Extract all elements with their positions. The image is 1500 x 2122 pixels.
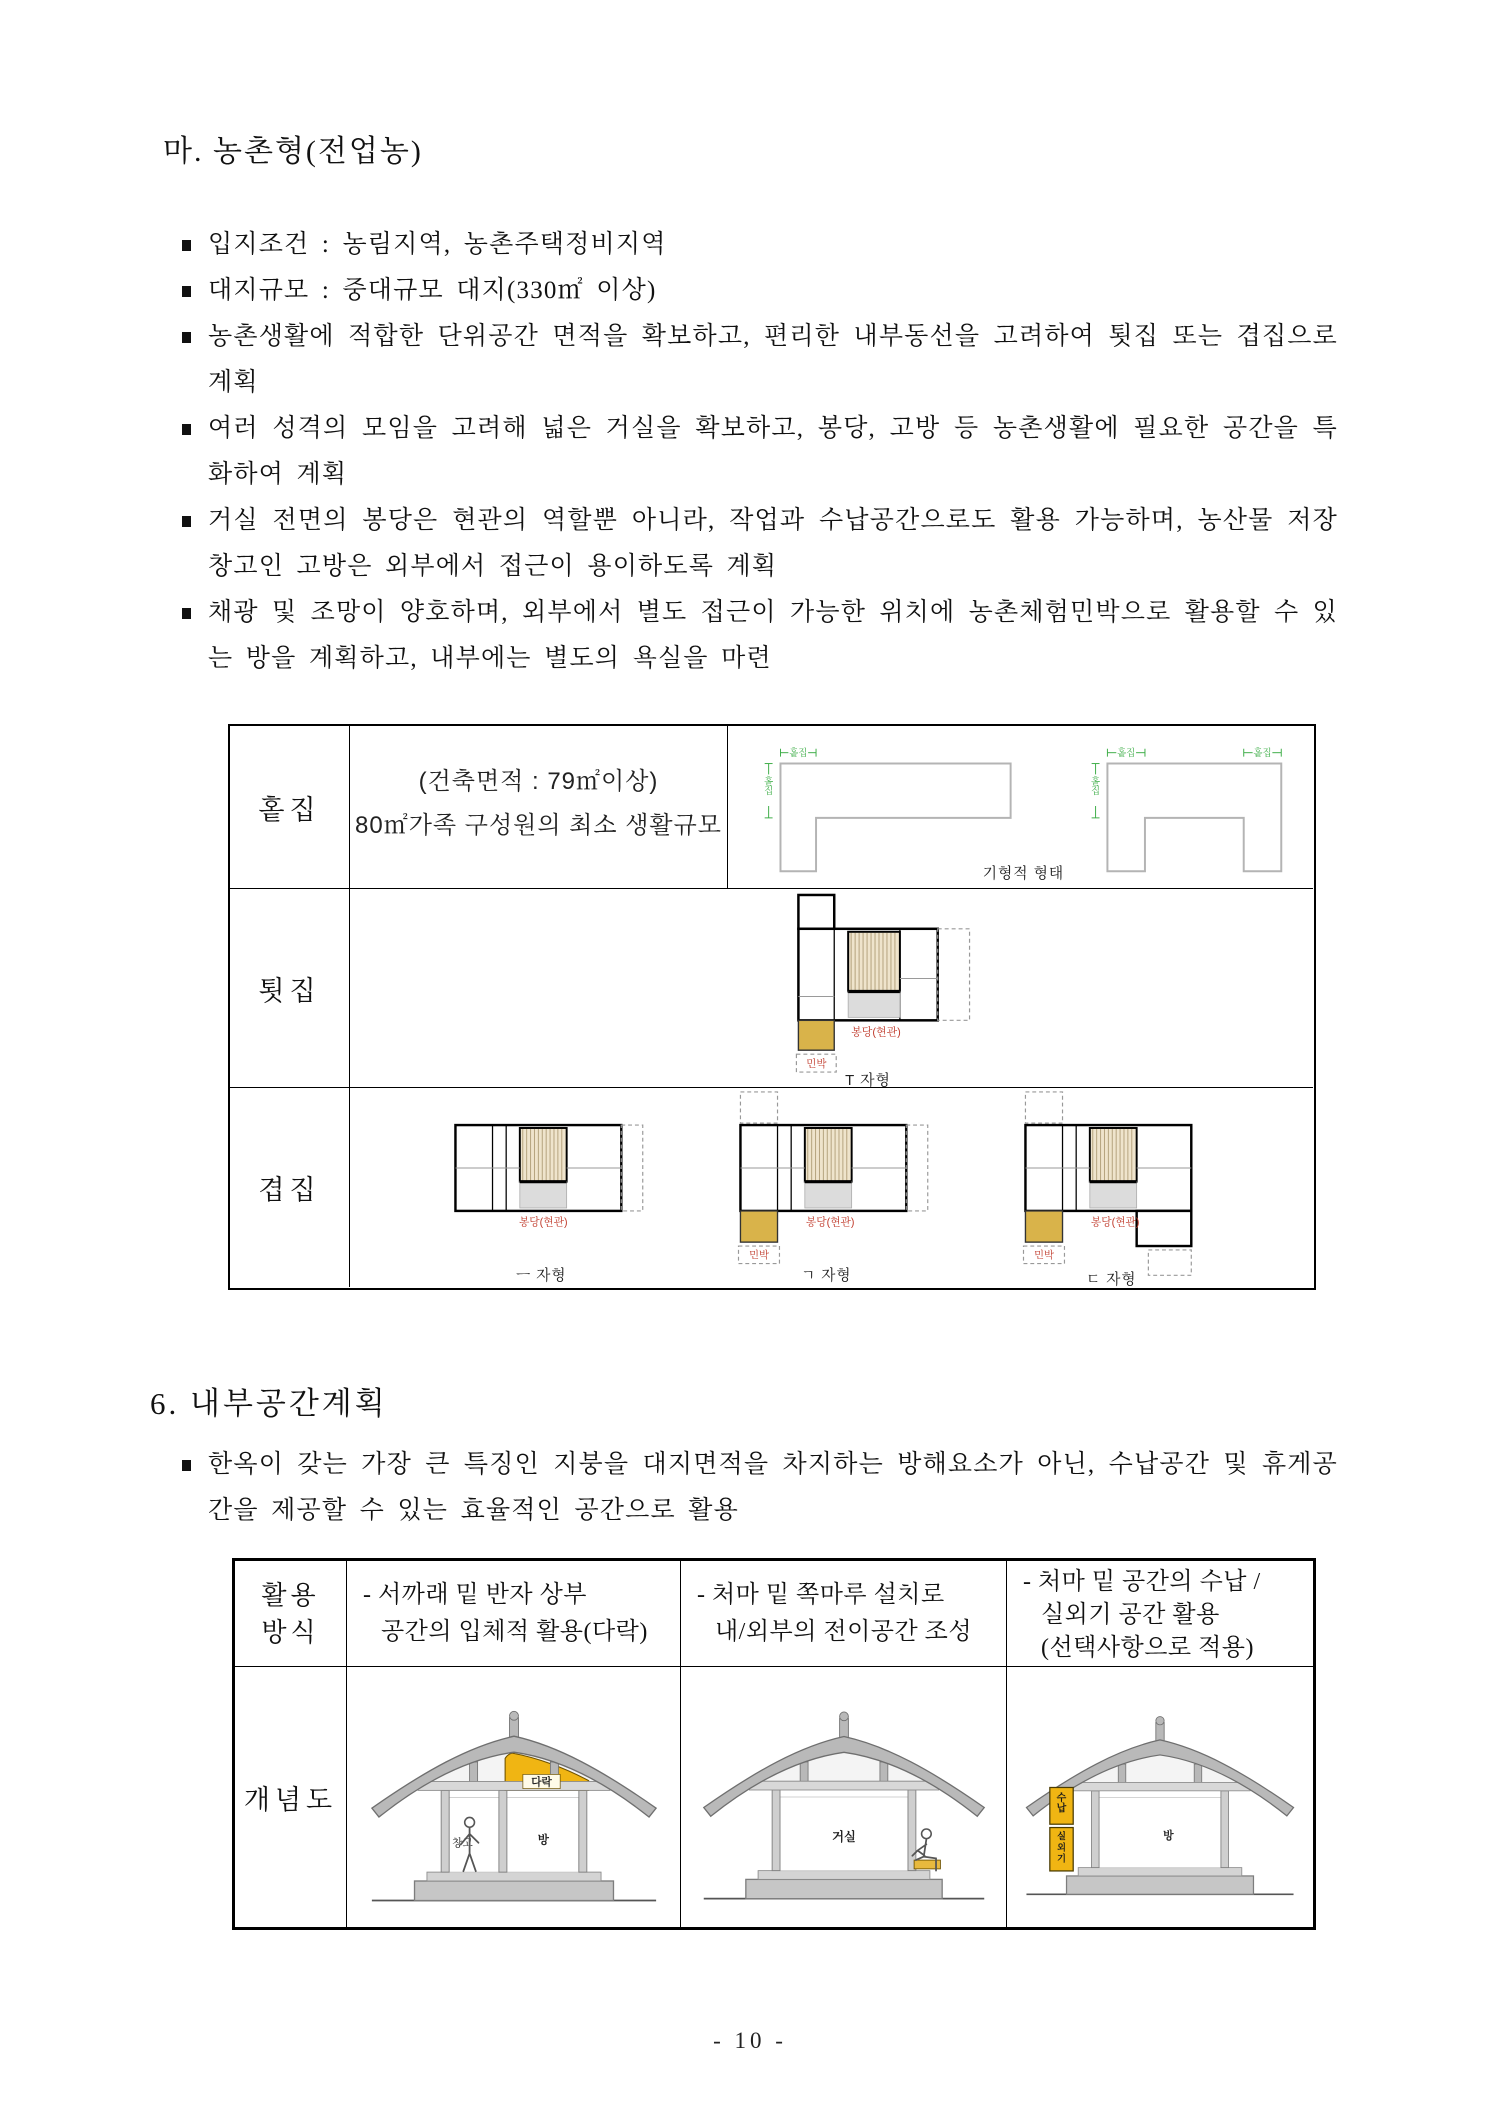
post [1092,1790,1100,1867]
plan-caption: T 자형 [845,1072,891,1088]
hanok-section-storage [1018,1689,1302,1906]
bullet-marker [182,516,191,527]
post [578,1790,586,1872]
row-label-single-house: 홑집 [230,726,350,889]
usage-text: - 서까래 밑 반자 상부 [363,1582,587,1608]
bullet-list [178,222,1338,682]
dashed-extension-top [740,1092,777,1123]
gyeop-house-diagram-cell [350,1088,1313,1287]
giyeok-shape-floor-plan [719,1088,957,1287]
usage-label-line2: 방식 [261,1617,320,1647]
usage-label-line1: 활용 [261,1580,320,1610]
u-shape-plan [1107,763,1281,871]
toet-house-diagram-cell [350,889,1313,1088]
minbak-label: 민박 [749,1250,769,1262]
bongdang-label: 봉당(현관) [1090,1216,1140,1229]
bullet-text: 농촌생활에 적합한 단위공간 면적을 확보하고, 편리한 내부동선을 고려하여 툇집 또는 겹집으로 계획 [208,323,1338,396]
list-item [178,1442,1338,1534]
plan-caption: ㄷ 자형 [1086,1272,1137,1287]
minbak-label: 민박 [806,1059,827,1071]
area-note-line1: (건축면적 : 79㎡이상) [418,768,659,795]
outdoor-unit-label: 실 외 기 [1057,1830,1066,1864]
dashed-extension-bottom [1148,1250,1191,1275]
hanok-section-livingroom [695,1683,993,1911]
post [1221,1790,1229,1867]
l-shape-plan [780,763,1010,871]
dim-label: 홑집 [1117,747,1136,758]
bullet-marker [182,332,191,343]
usage-text: (선택사항으로 적용) [1041,1635,1254,1661]
digeut-shape-floor-plan [1004,1088,1242,1287]
dim-label-vertical: 홑 집 [764,775,774,796]
dashed-extension-top [1025,1092,1062,1123]
bullet-marker [182,1460,191,1471]
bongdang-label: 봉당(현관) [518,1216,568,1229]
bongdang-area [848,991,900,1017]
usage-text: 내/외부의 전이공간 조성 [715,1619,973,1645]
post [772,1790,780,1871]
bullet-text: 입지조건 : 농림지역, 농촌주택정비지역 [208,231,667,258]
t-shape-floor-plan [740,889,1020,1088]
minbak-room [798,1020,834,1050]
bullet-text: 채광 및 조망이 양호하며, 외부에서 별도 접근이 가능한 위치에 농촌체험민박으로 활용할 수 있는 방을 계획하고, 내부에는 별도의 욕실을 마련 [208,599,1338,672]
line-shape-floor-plan [434,1088,672,1287]
section6-bullet-list [178,1442,1338,1534]
row-label-toet-house: 툇집 [230,889,350,1088]
bullet-marker [182,608,191,619]
row-label-gyeop-house: 겹집 [230,1088,350,1287]
bongdang-label: 봉당(현관) [851,1026,901,1039]
list-item [178,268,1338,314]
area-note-line2: 80㎡가족 구성원의 최소 생활규모 [355,812,722,839]
minbak-room [740,1211,777,1242]
bullet-marker [182,286,191,297]
plan-top-room [798,895,834,929]
usage-text: 공간의 입체적 활용(다락) [381,1619,648,1645]
usage-text: 실외기 공간 활용 [1041,1602,1220,1628]
page-number: - 10 - [713,2028,787,2053]
post [441,1790,449,1872]
hanok-section-attic [363,1682,665,1913]
list-item [178,222,1338,268]
concept-diagram-storage-cell [1007,1667,1313,1927]
dashed-extension [938,929,970,1021]
usage-col3 [1007,1561,1313,1667]
bongdang-label: 봉당(현관) [805,1216,855,1229]
right-wing-room [1137,1211,1192,1246]
post [907,1790,915,1871]
dim-label: 홑집 [1253,747,1272,758]
bullet-text: 대지규모 : 중대규모 대지(330㎡ 이상) [208,277,657,304]
page-title: 마. 농촌형(전업농) [163,135,423,168]
interior-usage-table [232,1558,1316,1930]
attic-label: 다락 [530,1776,552,1789]
post [498,1790,506,1872]
usage-col1 [347,1561,681,1667]
room-label: 거실 [831,1829,856,1844]
usage-text: - 처마 밑 공간의 수납 / [1023,1569,1261,1595]
minbak-room [1025,1211,1062,1242]
list-item [178,314,1338,406]
dashed-extension [621,1125,642,1211]
room-label: 방 [537,1834,549,1847]
bongdang-area [1090,1182,1137,1208]
storage-box-label: 수 납 [1056,1792,1067,1815]
plan-caption: ㄱ 자형 [801,1268,852,1285]
bullet-marker [182,240,191,251]
dim-label: 홑집 [789,747,808,758]
storage-room-label: 창고 [451,1836,473,1849]
row-label-usage-method [235,1561,347,1667]
list-item [178,406,1338,498]
bullet-marker [182,424,191,435]
concept-diagram-attic-cell [347,1667,681,1927]
single-house-note [350,726,728,889]
room-label: 방 [1163,1829,1174,1842]
usage-text: - 처마 밑 쪽마루 설치로 [697,1582,945,1608]
minbak-label: 민박 [1034,1250,1054,1262]
section-heading: 6. 내부공간계획 [150,1386,388,1421]
shape-caption: 기형적 형태 [982,865,1065,882]
bongdang-area [805,1182,852,1208]
house-type-table [228,724,1316,1290]
row-label-concept: 개념도 [235,1667,347,1927]
single-house-diagram-cell [728,726,1313,889]
dashed-extension [906,1125,927,1211]
plan-caption: ㅡ 자형 [516,1268,567,1285]
single-house-shapes-diagram [728,727,1313,888]
list-item [178,498,1338,590]
list-item [178,590,1338,682]
bullet-text: 거실 전면의 봉당은 현관의 역할뿐 아니라, 작업과 수납공간으로도 활용 가능하며, 농산물 저장창고인 고방은 외부에서 접근이 용이하도록 계획 [208,507,1338,580]
usage-col2 [681,1561,1007,1667]
dim-label-vertical: 홑 집 [1091,775,1101,796]
bongdang-area [520,1182,567,1208]
bullet-text: 한옥이 갖는 가장 큰 특징인 지붕을 대지면적을 차지하는 방해요소가 아닌, 수납공간 및 휴게공간을 제공할 수 있는 효율적인 공간으로 활용 [208,1451,1338,1524]
concept-diagram-livingroom-cell [681,1667,1007,1927]
bullet-text: 여러 성격의 모임을 고려해 넓은 거실을 확보하고, 봉당, 고방 등 농촌생활에 필요한 공간을 특화하여 계획 [208,415,1338,488]
